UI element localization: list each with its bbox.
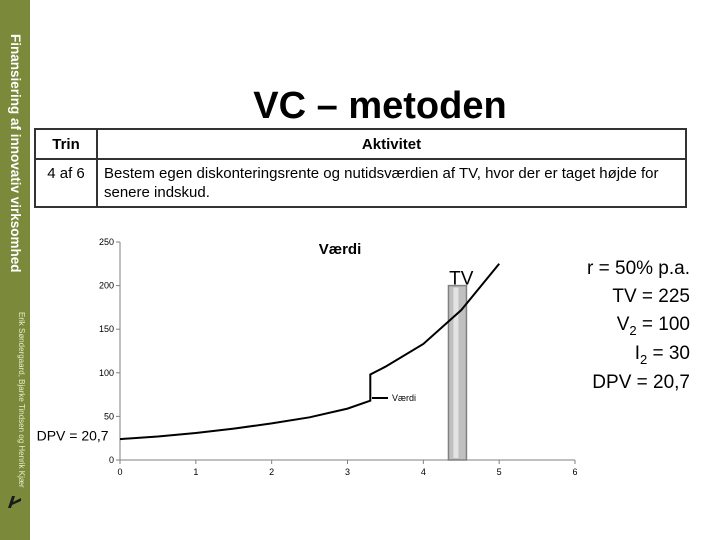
chart-title: Værdi	[318, 241, 362, 258]
equation-v2-value: = 100	[636, 314, 690, 335]
activity-cell: Bestem egen diskonteringsrente og nutidsværdien af TV, hvor der er taget højde for senere indskud.	[97, 159, 686, 207]
x-tick-label: 5	[496, 467, 502, 477]
annotation-dpv: DPV = 20,7	[36, 427, 109, 444]
series-line	[120, 264, 499, 439]
x-tick-label: 2	[269, 467, 275, 477]
column-header-step: Trin	[35, 129, 97, 159]
x-tick-label: 0	[117, 467, 123, 477]
equation-dpv: DPV = 20,7	[592, 372, 690, 393]
y-tick-label: 100	[98, 367, 114, 378]
equation-v2-symbol: V	[616, 314, 630, 335]
x-tick-label: 3	[344, 467, 351, 477]
sidebar-course-title: Finansiering af innovativ virksomhed	[8, 34, 23, 273]
column-header-activity: Aktivitet	[97, 129, 686, 159]
equation-i2	[500, 343, 690, 371]
annotation-tv: TV	[449, 268, 474, 290]
y-tick-label: 150	[98, 324, 114, 335]
y-tick-label: 250	[98, 237, 114, 247]
y-tick-label: 200	[98, 280, 114, 291]
legend-label: Værdi	[392, 393, 417, 403]
equation-rate: r = 50% p.a.	[587, 258, 690, 279]
sidebar-authors: Erik Søndergaard, Bjarke Tindsen og Henrik Kjær	[17, 312, 26, 488]
equation-i2-symbol: I	[634, 343, 640, 364]
equation-v2-subscript: 2	[629, 322, 637, 338]
y-tick-label: 50	[103, 411, 114, 422]
equation-i2-subscript: 2	[639, 351, 648, 367]
x-tick-label: 6	[572, 467, 578, 477]
y-tick-label: 0	[108, 455, 114, 465]
x-tick-label: 1	[193, 467, 199, 477]
equation-tv: TV = 225	[612, 286, 690, 307]
step-cell: 4 af 6	[35, 159, 97, 207]
equation-v2	[500, 314, 690, 342]
x-tick-label: 4	[420, 467, 426, 477]
equation-i2-value: = 30	[647, 343, 690, 364]
slide-title: VC – metoden	[253, 85, 507, 127]
